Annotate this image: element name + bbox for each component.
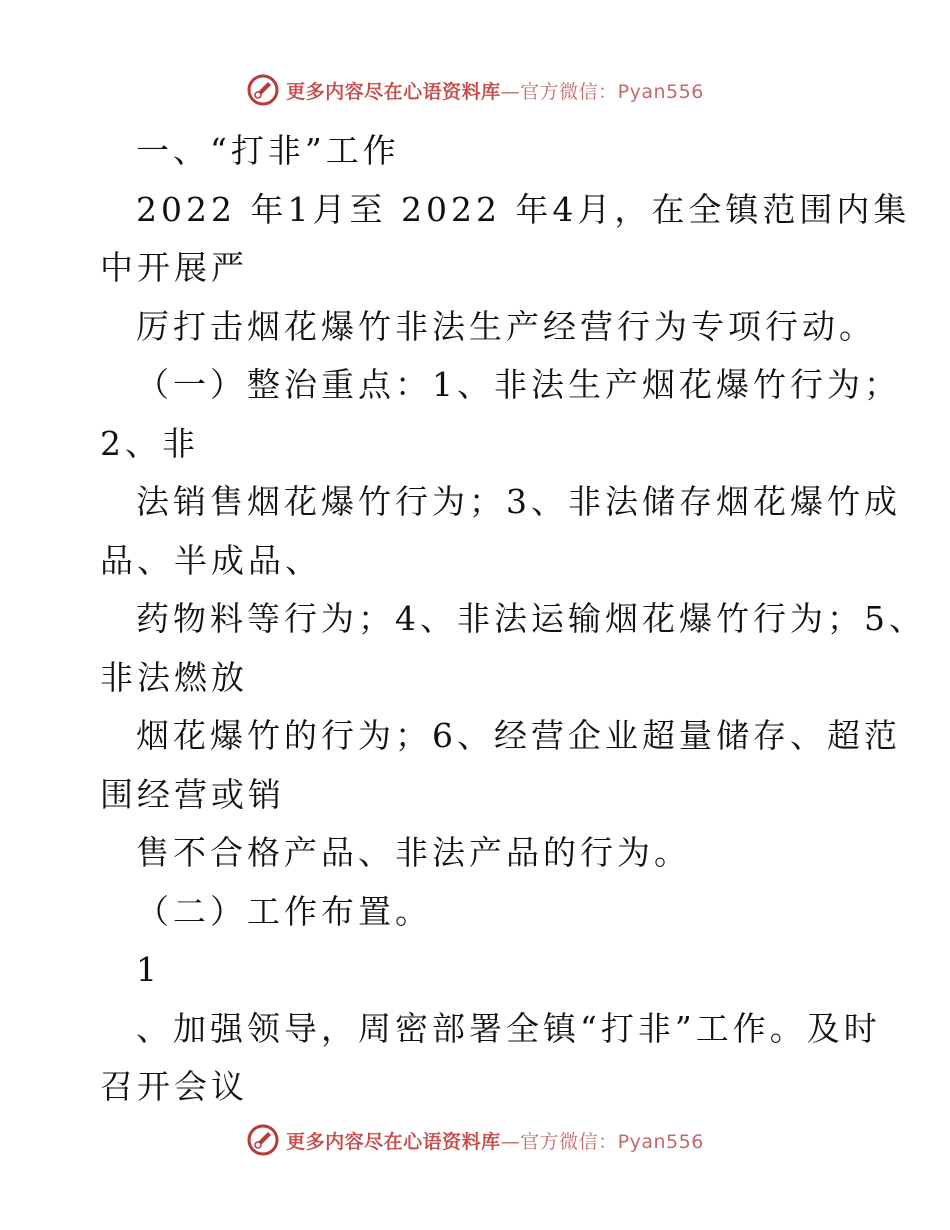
- footer-banner-brand: 更多内容尽在心语资料库: [286, 1130, 501, 1153]
- paragraph-line: 2、非: [100, 423, 199, 463]
- footer-banner-contact: —官方微信：Pyan556: [500, 1130, 704, 1153]
- footer-watermark-banner: [0, 1120, 950, 1160]
- paragraph-line: 法销售烟花爆竹行为；3、非法储存烟花爆竹成: [136, 482, 901, 521]
- paragraph-line: 、加强领导，周密部署全镇“打非”工作。及时: [136, 1008, 881, 1048]
- paragraph-line: 召开会议: [100, 1067, 248, 1106]
- paragraph-line: 烟花爆竹的行为；6、经营企业超量储存、超范: [136, 716, 901, 755]
- paragraph-line: 售不合格产品、非法产品的行为。: [136, 833, 691, 872]
- paragraph-line: 围经营或销: [100, 774, 285, 814]
- paragraph-line: 2022 年1月至 2022 年4月，在全镇范围内集: [136, 189, 911, 229]
- paragraph-line: 品、半成品、: [100, 540, 322, 580]
- brand-logo-icon: [246, 73, 280, 107]
- paragraph-line: 1: [136, 950, 161, 989]
- subsection-heading: （二）工作布置。: [136, 891, 432, 931]
- paragraph-line: （一）整治重点：1、非法生产烟花爆竹行为；: [136, 365, 901, 404]
- paragraph-line: 非法燃放: [100, 657, 248, 697]
- paragraph-line: 中开展严: [100, 248, 248, 287]
- document-body: [100, 122, 926, 1117]
- section-heading: 一、“打非”工作: [136, 131, 400, 170]
- header-banner-brand: 更多内容尽在心语资料库: [286, 80, 501, 103]
- header-watermark-banner: [0, 70, 950, 110]
- paragraph-line: 药物料等行为；4、非法运输烟花爆竹行为；5、: [136, 599, 926, 638]
- brand-logo-icon: [246, 1123, 280, 1157]
- header-banner-contact: —官方微信：Pyan556: [500, 80, 704, 103]
- paragraph-line: 厉打击烟花爆竹非法生产经营行为专项行动。: [136, 306, 876, 346]
